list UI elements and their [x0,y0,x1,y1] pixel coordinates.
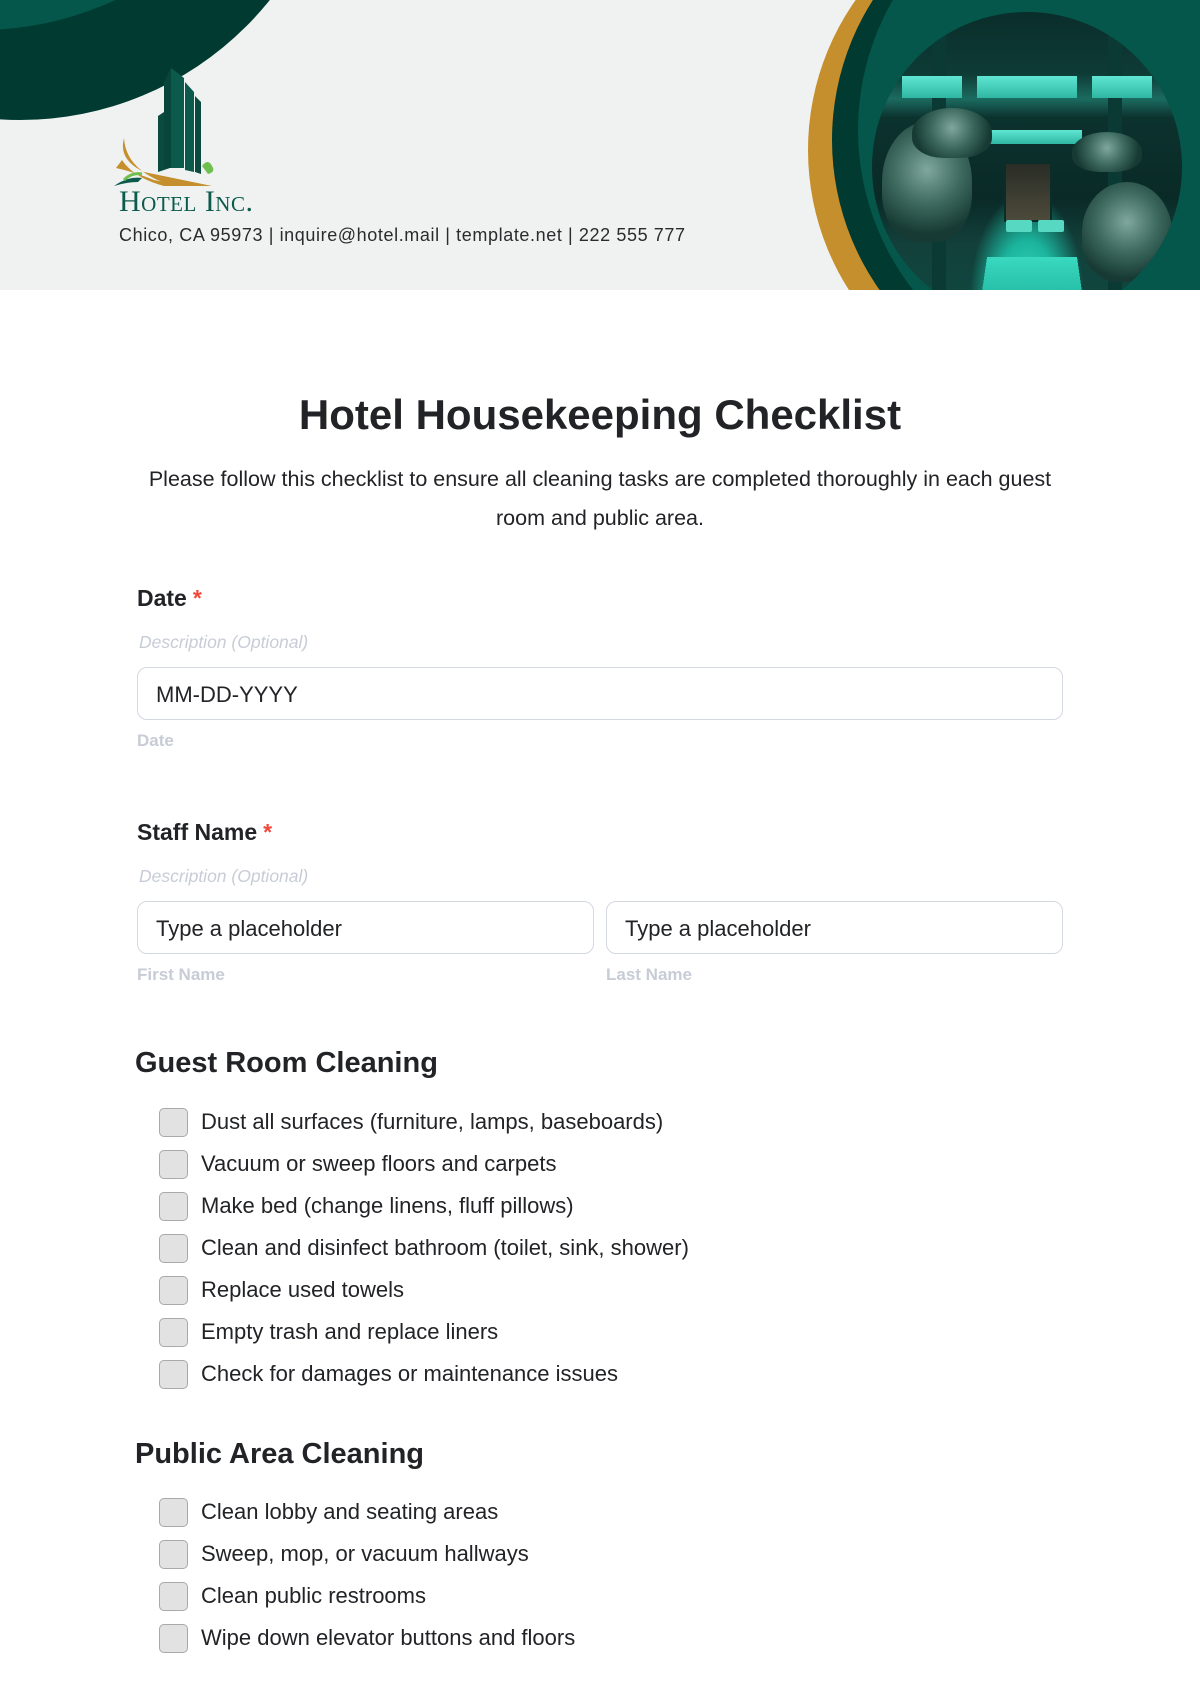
checkbox[interactable] [159,1150,188,1179]
public-area-checklist [159,1491,575,1659]
checkbox[interactable] [159,1498,188,1527]
last-name-helper-text: Last Name [606,965,692,984]
checklist-item[interactable] [159,1101,689,1143]
date-input[interactable]: MM-DD-YYYY [137,667,1063,720]
last-name-input[interactable]: Type a placeholder [606,901,1063,954]
checklist-item-label: Clean lobby and seating areas [201,1499,499,1524]
checklist-item-label: Vacuum or sweep floors and carpets [201,1151,557,1176]
checklist-item-label: Clean and disinfect bathroom (toilet, sink, shower) [201,1235,689,1260]
checklist-item-label: Wipe down elevator buttons and floors [201,1625,576,1650]
contact-info: Chico, CA 95973 | inquire@hotel.mail | template.net | 222 555 777 [119,225,686,245]
checklist-item[interactable] [159,1269,689,1311]
date-field-label [137,584,202,612]
date-helper-text: Date [137,731,174,750]
staff-name-field-description: Description (Optional) [139,866,309,886]
date-label-text: Date [137,585,187,611]
staff-name-field-label [137,818,272,846]
checklist-item[interactable] [159,1353,689,1395]
first-name-helper-text: First Name [137,965,225,984]
checklist-item[interactable] [159,1617,575,1659]
checklist-item[interactable] [159,1185,689,1227]
date-field-description: Description (Optional) [139,632,309,652]
section-title-guest-room: Guest Room Cleaning [135,1047,438,1079]
checkbox[interactable] [159,1582,188,1611]
checkbox[interactable] [159,1276,188,1305]
checklist-item-label: Clean public restrooms [201,1583,426,1608]
checklist-item[interactable] [159,1491,575,1533]
staff-name-label-text: Staff Name [137,819,258,845]
brand-name: Hotel Inc. [119,185,254,218]
checklist-item-label: Empty trash and replace liners [201,1319,499,1344]
checkbox[interactable] [159,1108,188,1137]
required-asterisk: * [263,819,273,845]
checkbox[interactable] [159,1540,188,1569]
checklist-item[interactable] [159,1143,689,1185]
checklist-item-label: Check for damages or maintenance issues [201,1361,618,1386]
checklist-item-label: Sweep, mop, or vacuum hallways [201,1541,529,1566]
checkbox[interactable] [159,1360,188,1389]
first-name-input[interactable]: Type a placeholder [137,901,594,954]
checklist-item[interactable] [159,1311,689,1353]
checklist-item-label: Dust all surfaces (furniture, lamps, baseboards) [201,1109,664,1134]
checkbox[interactable] [159,1234,188,1263]
checkbox[interactable] [159,1192,188,1221]
required-asterisk: * [192,585,202,611]
checkbox[interactable] [159,1318,188,1347]
hotel-building-logo-icon [114,68,224,186]
section-title-public-area: Public Area Cleaning [135,1438,424,1470]
checklist-item-label: Make bed (change linens, fluff pillows) [201,1193,574,1218]
checklist-item[interactable] [159,1227,689,1269]
checklist-item[interactable] [159,1533,575,1575]
page-subtitle: Please follow this checklist to ensure all cleaning tasks are completed thoroughly in each guest room and public area. [148,467,1052,530]
letterhead-header [0,0,1200,290]
guest-room-checklist [159,1101,689,1395]
checklist-item[interactable] [159,1575,575,1617]
checkbox[interactable] [159,1624,188,1653]
checklist-item-label: Replace used towels [201,1277,405,1302]
page-title: Hotel Housekeeping Checklist [298,391,902,438]
